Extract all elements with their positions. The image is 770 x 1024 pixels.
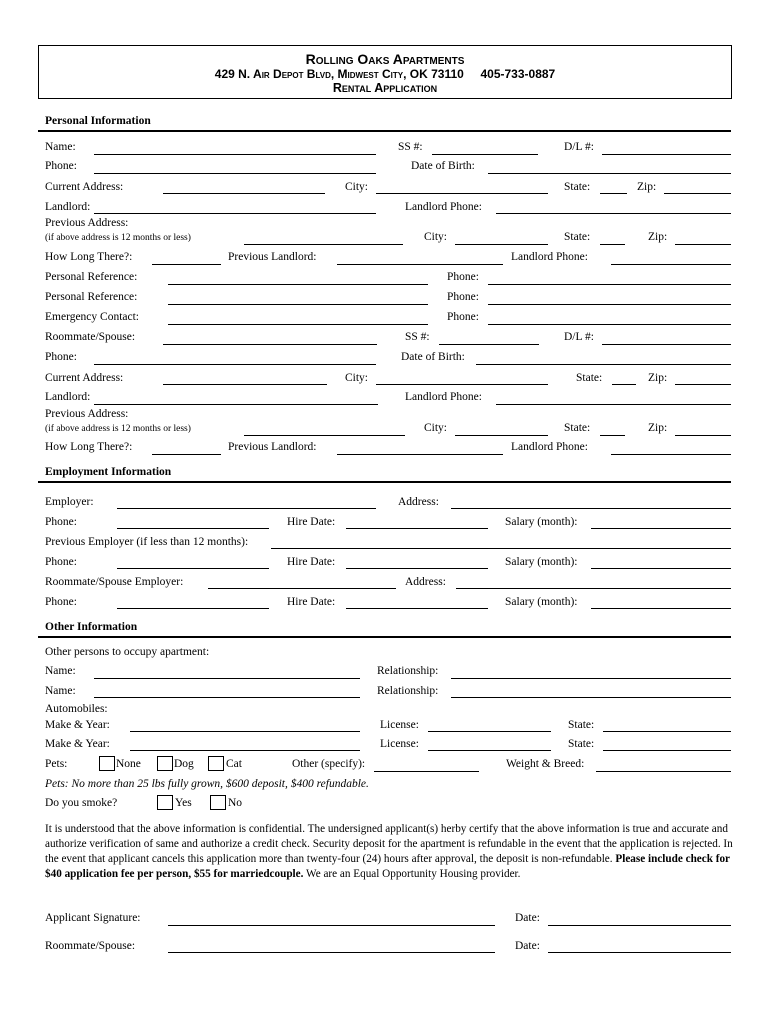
address-label: Address: [398, 496, 439, 508]
occupant-relationship-field[interactable] [451, 678, 731, 679]
salary-field[interactable] [591, 528, 731, 529]
how-long-label: How Long There?: [45, 441, 133, 453]
relationship-label: Relationship: [377, 665, 439, 677]
complex-phone: 405-733-0887 [480, 67, 556, 81]
previous-employer-field[interactable] [271, 548, 731, 549]
phone-label: Phone: [45, 516, 77, 528]
roommate-landlord-phone-field[interactable] [496, 404, 731, 405]
roommate-employer-field[interactable] [208, 588, 396, 589]
license-label: License: [380, 719, 419, 731]
previous-address-label: Previous Address: [45, 408, 129, 420]
auto-make-year-field[interactable] [130, 731, 360, 732]
hire-date-label: Hire Date: [287, 596, 336, 608]
city-label: City: [345, 372, 369, 384]
roommate-prev-landlord-phone-field[interactable] [611, 454, 731, 455]
pets-policy-note: Pets: No more than 25 lbs fully grown, $600 deposit, $400 refundable. [45, 778, 369, 790]
roommate-name-field[interactable] [163, 344, 377, 345]
dob-label: Date of Birth: [401, 351, 465, 363]
phone-label: Phone: [45, 596, 77, 608]
how-long-field[interactable] [152, 264, 221, 265]
smoke-label: Do you smoke? [45, 797, 118, 809]
applicant-name-field[interactable] [94, 154, 376, 155]
prev-zip-field[interactable] [675, 244, 731, 245]
roommate-prev-city-field[interactable] [455, 435, 548, 436]
pets-cat-label: Cat [226, 758, 242, 770]
auto-state-field[interactable] [603, 731, 731, 732]
section-employment: Employment Information [45, 466, 172, 478]
roommate-dob-field[interactable] [476, 364, 731, 365]
roommate-signature-field[interactable] [168, 952, 495, 953]
previous-landlord-field[interactable] [337, 264, 503, 265]
state-label: State: [564, 231, 591, 243]
auto-make-year-field-2[interactable] [130, 750, 360, 751]
state-label: State: [564, 422, 591, 434]
roommate-employer-address-field[interactable] [456, 588, 731, 589]
header-box [38, 45, 732, 99]
employer-field[interactable] [117, 508, 376, 509]
state-field[interactable] [600, 193, 627, 194]
other-specify-label: Other (specify): [292, 758, 366, 770]
prev-employer-phone-field[interactable] [117, 568, 269, 569]
date-label: Date: [515, 912, 540, 924]
personal-reference-label: Personal Reference: [45, 271, 138, 283]
pets-none-checkbox[interactable] [99, 756, 115, 771]
salary-label: Salary (month): [505, 596, 578, 608]
pets-dog-checkbox[interactable] [157, 756, 173, 771]
zip-field[interactable] [664, 193, 731, 194]
dl-label: D/L #: [564, 331, 594, 343]
landlord-phone-label: Landlord Phone: [405, 391, 482, 403]
roommate-label: Roommate/Spouse: [45, 331, 136, 343]
roommate-state-field[interactable] [612, 384, 636, 385]
smoke-yes-checkbox[interactable] [157, 795, 173, 810]
phone-label: Phone: [45, 351, 77, 363]
previous-landlord-label: Previous Landlord: [228, 441, 317, 453]
make-year-label: Make & Year: [45, 738, 110, 750]
employer-phone-field[interactable] [117, 528, 269, 529]
personal-reference-field[interactable] [168, 284, 428, 285]
roommate-hire-date-field[interactable] [346, 608, 488, 609]
name-label: Name: [45, 141, 76, 153]
occupant-relationship-field-2[interactable] [451, 697, 731, 698]
roommate-employer-label: Roommate/Spouse Employer: [45, 576, 184, 588]
state-label: State: [568, 719, 595, 731]
previous-address-field[interactable] [244, 244, 403, 245]
address-label: Address: [405, 576, 446, 588]
employer-label: Employer: [45, 496, 94, 508]
roommate-date-field[interactable] [548, 952, 731, 953]
occupant-name-field[interactable] [94, 678, 360, 679]
hire-date-field[interactable] [346, 528, 488, 529]
dl-field[interactable] [602, 154, 731, 155]
zip-label: Zip: [637, 181, 657, 193]
prev-state-field[interactable] [600, 244, 625, 245]
current-address-field[interactable] [163, 193, 325, 194]
phone-label: Phone: [447, 291, 479, 303]
salary-label: Salary (month): [505, 516, 578, 528]
smoke-no-label: No [228, 797, 243, 809]
auto-license-field[interactable] [428, 731, 551, 732]
auto-state-field-2[interactable] [603, 750, 731, 751]
roommate-dl-field[interactable] [602, 344, 731, 345]
hire-date-label: Hire Date: [287, 516, 336, 528]
other-persons-label: Other persons to occupy apartment: [45, 646, 210, 658]
address-text: 429 N. Air Depot Blvd, Midwest City, OK 73110 [214, 67, 464, 81]
state-label: State: [564, 181, 591, 193]
ss-label: SS #: [405, 331, 430, 343]
previous-employer-label: Previous Employer (if less than 12 months): [45, 536, 249, 548]
pets-label: Pets: [45, 758, 68, 770]
certification-text: It is understood that the above information is confidential. The undersigned applicant(s) herby certify that the above information is true and accurate and authorize verification of same and authorize a credit check. Security deposit for the apartment is refundable in the event that the application is rejected. In the event that applicant cancels this application more than twenty-four (24) hours after approval, the deposit is non-refundable. [45, 823, 733, 865]
state-label: State: [576, 372, 603, 384]
applicant-date-field[interactable] [548, 925, 731, 926]
section-rule [38, 481, 731, 483]
make-year-label: Make & Year: [45, 719, 110, 731]
current-address-label: Current Address: [45, 181, 124, 193]
dl-label: D/L #: [564, 141, 594, 153]
ss-field[interactable] [432, 154, 538, 155]
emergency-phone-field[interactable] [488, 324, 731, 325]
pet-other-field[interactable] [374, 771, 479, 772]
emergency-contact-label: Emergency Contact: [45, 311, 139, 323]
phone-label: Phone: [45, 556, 77, 568]
how-long-label: How Long There?: [45, 251, 133, 263]
section-rule [38, 130, 731, 132]
roommate-landlord-field[interactable] [94, 404, 378, 405]
reference-phone-field[interactable] [488, 284, 731, 285]
pets-none-label: None [116, 758, 141, 770]
roommate-city-field[interactable] [376, 384, 548, 385]
roommate-salary-field[interactable] [591, 608, 731, 609]
name-label: Name: [45, 665, 76, 677]
landlord-phone-label: Landlord Phone: [511, 441, 588, 453]
current-address-label: Current Address: [45, 372, 124, 384]
prev-landlord-phone-field[interactable] [611, 264, 731, 265]
previous-address-label: Previous Address: [45, 217, 129, 229]
city-label: City: [424, 231, 448, 243]
prev-city-field[interactable] [455, 244, 548, 245]
applicant-signature-field[interactable] [168, 925, 495, 926]
dob-label: Date of Birth: [411, 160, 475, 172]
auto-license-field-2[interactable] [428, 750, 551, 751]
smoke-yes-label: Yes [175, 797, 192, 809]
previous-address-note: (if above address is 12 months or less) [45, 424, 191, 434]
date-label: Date: [515, 940, 540, 952]
ss-label: SS #: [398, 141, 423, 153]
roommate-phone-field[interactable] [94, 364, 376, 365]
pets-dog-label: Dog [174, 758, 194, 770]
roommate-prev-zip-field[interactable] [675, 435, 731, 436]
hire-date-label: Hire Date: [287, 556, 336, 568]
zip-label: Zip: [648, 422, 668, 434]
previous-address-note: (if above address is 12 months or less) [45, 233, 191, 243]
relationship-label: Relationship: [377, 685, 439, 697]
roommate-zip-field[interactable] [675, 384, 731, 385]
certification-paragraph [45, 822, 735, 882]
employer-address-field[interactable] [451, 508, 731, 509]
salary-label: Salary (month): [505, 556, 578, 568]
landlord-field[interactable] [94, 213, 376, 214]
application-fee-note: Please include check for $40 application fee per person, $55 for marriedcouple. [45, 853, 730, 880]
pets-cat-checkbox[interactable] [208, 756, 224, 771]
phone-label: Phone: [45, 160, 77, 172]
roommate-ss-field[interactable] [439, 344, 539, 345]
landlord-phone-label: Landlord Phone: [511, 251, 588, 263]
form-subtitle: Rental Application [332, 81, 438, 95]
equal-housing-text: We are an Equal Opportunity Housing provider. [303, 868, 521, 880]
dob-field[interactable] [488, 173, 731, 174]
prev-hire-date-field[interactable] [346, 568, 488, 569]
state-label: State: [568, 738, 595, 750]
reference-phone-field-2[interactable] [488, 304, 731, 305]
weight-breed-label: Weight & Breed: [506, 758, 585, 770]
phone-field[interactable] [94, 173, 376, 174]
roommate-prev-landlord-field[interactable] [337, 454, 503, 455]
section-other: Other Information [45, 621, 138, 633]
emergency-contact-field[interactable] [168, 324, 428, 325]
weight-breed-field[interactable] [596, 771, 731, 772]
prev-salary-field[interactable] [591, 568, 731, 569]
zip-label: Zip: [648, 372, 668, 384]
landlord-label: Landlord: [45, 391, 91, 403]
applicant-signature-label: Applicant Signature: [45, 912, 141, 924]
landlord-phone-label: Landlord Phone: [405, 201, 482, 213]
roommate-employer-phone-field[interactable] [117, 608, 269, 609]
zip-label: Zip: [648, 231, 668, 243]
automobiles-label: Automobiles: [45, 703, 108, 715]
complex-address [39, 67, 731, 81]
roommate-prev-state-field[interactable] [600, 435, 625, 436]
name-label: Name: [45, 685, 76, 697]
occupant-name-field-2[interactable] [94, 697, 360, 698]
previous-landlord-label: Previous Landlord: [228, 251, 317, 263]
roommate-signature-label: Roommate/Spouse: [45, 940, 136, 952]
phone-label: Phone: [447, 271, 479, 283]
city-field[interactable] [376, 193, 548, 194]
section-personal: Personal Information [45, 115, 151, 127]
landlord-label: Landlord: [45, 201, 91, 213]
landlord-phone-field[interactable] [496, 213, 731, 214]
city-label: City: [345, 181, 369, 193]
smoke-no-checkbox[interactable] [210, 795, 226, 810]
section-rule [38, 636, 731, 638]
personal-reference-field-2[interactable] [168, 304, 428, 305]
roommate-address-field[interactable] [163, 384, 327, 385]
personal-reference-label: Personal Reference: [45, 291, 138, 303]
roommate-prev-address-field[interactable] [244, 435, 405, 436]
license-label: License: [380, 738, 419, 750]
city-label: City: [424, 422, 448, 434]
roommate-how-long-field[interactable] [152, 454, 221, 455]
complex-title: Rolling Oaks Apartments [305, 51, 465, 67]
phone-label: Phone: [447, 311, 479, 323]
